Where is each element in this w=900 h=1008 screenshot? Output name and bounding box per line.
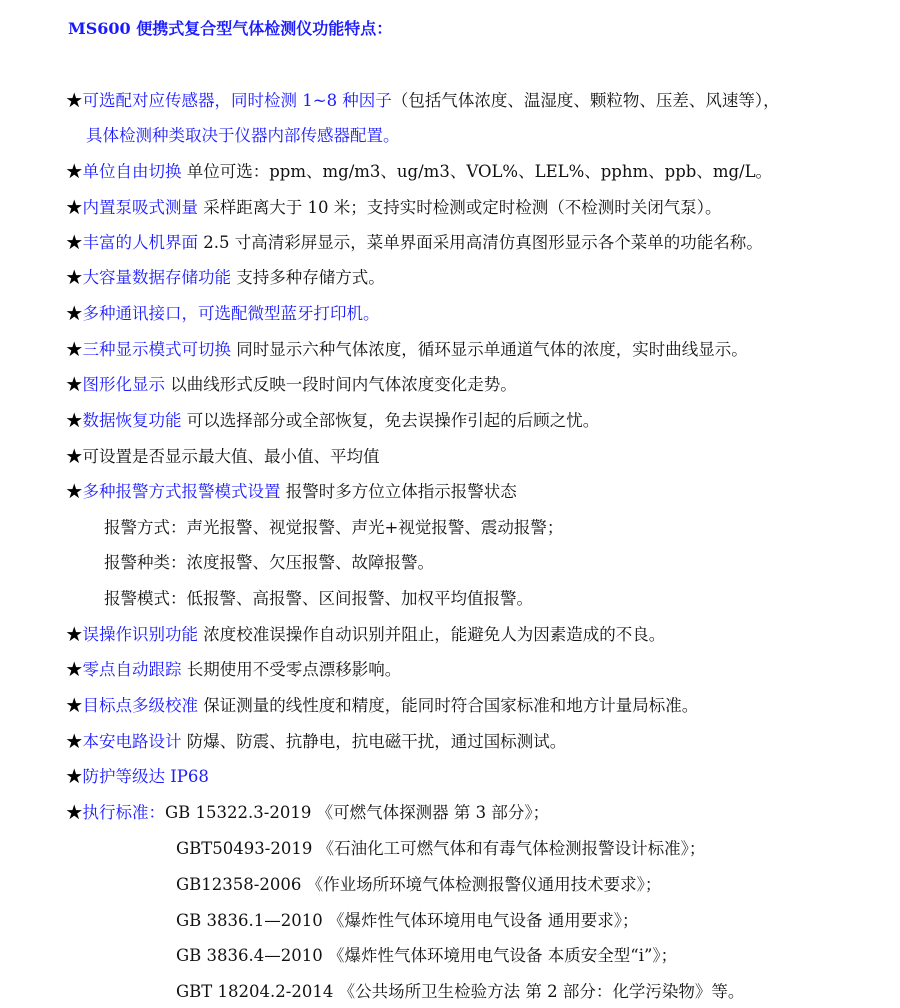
feature-highlight: 目标点多级校准 (82, 696, 198, 715)
feature-highlight: 数据恢复功能 (82, 411, 182, 430)
standard-text: GB 3836.1—2010 《爆炸性气体环境用电气设备 通用要求》； (176, 911, 639, 930)
feature-highlight: 图形化显示 (82, 375, 165, 394)
standard-item (176, 837, 705, 861)
feature-continuation (86, 124, 400, 148)
alarm-detail (104, 516, 563, 540)
feature-description: 可设置是否显示最大值、最小值、平均值 (82, 447, 380, 466)
star-icon: ★ (66, 767, 83, 786)
feature-item (66, 623, 665, 647)
feature-highlight: 误操作识别功能 (82, 625, 198, 644)
star-icon: ★ (66, 91, 83, 110)
feature-description: （包括气体浓度、温湿度、颗粒物、压差、风速等）， (391, 91, 780, 110)
star-icon: ★ (66, 411, 83, 430)
standard-text: GBT50493-2019 《石油化工可燃气体和有毒气体检测报警设计标准》； (176, 839, 706, 858)
page-title: MS600 便携式复合型气体检测仪功能特点： (68, 19, 393, 38)
feature-item (66, 801, 549, 825)
feature-highlight: 丰富的人机界面 (82, 233, 198, 252)
star-icon: ★ (66, 340, 83, 359)
feature-highlight: 多种通讯接口，可选配微型蓝牙打印机。 (82, 304, 380, 323)
star-icon: ★ (66, 162, 83, 181)
feature-highlight: 多种报警方式报警模式设置 (82, 482, 281, 501)
feature-highlight: 防护等级达 IP68 (82, 767, 209, 786)
alarm-detail-text: 报警种类：浓度报警、欠压报警、故障报警。 (104, 553, 434, 572)
feature-item (66, 658, 401, 682)
feature-highlight: 三种显示模式可切换 (82, 340, 231, 359)
feature-description: 浓度校准误操作自动识别并阻止，能避免人为因素造成的不良。 (198, 625, 666, 644)
star-icon: ★ (66, 803, 83, 822)
standard-item (176, 944, 677, 968)
feature-item (66, 480, 517, 504)
feature-description: 采样距离大于 10 米；支持实时检测或定时检测（不检测时关闭气泵）。 (198, 198, 722, 217)
alarm-detail-text: 报警模式：低报警、高报警、区间报警、加权平均值报警。 (104, 589, 533, 608)
feature-description: 支持多种存储方式。 (231, 268, 385, 287)
standard-text: GB12358-2006 《作业场所环境气体检测报警仪通用技术要求》； (176, 875, 662, 894)
feature-item (66, 765, 209, 789)
feature-item (66, 196, 721, 220)
standard-item (176, 909, 639, 933)
feature-highlight: 零点自动跟踪 (82, 660, 182, 679)
star-icon: ★ (66, 482, 83, 501)
alarm-detail (104, 587, 533, 611)
alarm-detail-text: 报警方式：声光报警、视觉报警、声光+视觉报警、震动报警； (104, 518, 564, 537)
feature-description: 同时显示六种气体浓度，循环显示单通道气体的浓度，实时曲线显示。 (231, 340, 748, 359)
standard-text: GB 3836.4—2010 《爆炸性气体环境用电气设备 本质安全型“i”》； (176, 946, 678, 965)
feature-description: 单位可选：ppm、mg/m3、ug/m3、VOL%、LEL%、pphm、ppb、mg/L。 (181, 162, 773, 181)
star-icon: ★ (66, 304, 83, 323)
standard-item (176, 980, 744, 1004)
star-icon: ★ (66, 696, 83, 715)
feature-item (66, 302, 380, 326)
feature-highlight: 内置泵吸式测量 (82, 198, 198, 217)
feature-item (66, 730, 566, 754)
feature-highlight: 本安电路设计 (82, 732, 182, 751)
star-icon: ★ (66, 732, 83, 751)
feature-highlight: 单位自由切换 (82, 162, 182, 181)
feature-item (66, 445, 380, 469)
alarm-detail (104, 551, 434, 575)
feature-item (66, 409, 599, 433)
star-icon: ★ (66, 625, 83, 644)
feature-description: 防爆、防震、抗静电，抗电磁干扰，通过国标测试。 (181, 732, 567, 751)
feature-description: 可以选择部分或全部恢复，免去误操作引起的后顾之忧。 (181, 411, 600, 430)
feature-description: 报警时多方位立体指示报警状态 (280, 482, 517, 501)
feature-highlight: 可选配对应传感器，同时检测 1~8 种因子 (82, 91, 392, 110)
feature-item (66, 89, 780, 113)
feature-highlight: 大容量数据存储功能 (82, 268, 231, 287)
star-icon: ★ (66, 447, 83, 466)
feature-description: 以曲线形式反映一段时间内气体浓度变化走势。 (165, 375, 517, 394)
feature-item (66, 694, 698, 718)
star-icon: ★ (66, 268, 83, 287)
standard-item (176, 873, 661, 897)
star-icon: ★ (66, 660, 83, 679)
feature-item (66, 338, 748, 362)
star-icon: ★ (66, 375, 83, 394)
feature-description: 长期使用不受零点漂移影响。 (181, 660, 402, 679)
feature-item (66, 373, 517, 397)
feature-item (66, 231, 763, 255)
feature-item (66, 266, 385, 290)
feature-highlight: 具体检测种类取决于仪器内部传感器配置。 (86, 126, 400, 145)
feature-item (66, 160, 772, 184)
star-icon: ★ (66, 233, 83, 252)
standard-text: GBT 18204.2-2014 《公共场所卫生检验方法 第 2 部分：化学污染物》等。 (176, 982, 745, 1001)
star-icon: ★ (66, 198, 83, 217)
feature-description: 保证测量的线性度和精度，能同时符合国家标准和地方计量局标准。 (198, 696, 699, 715)
feature-description: 2.5 寸高清彩屏显示，菜单界面采用高清仿真图形显示各个菜单的功能名称。 (198, 233, 763, 252)
feature-highlight: 执行标准： (82, 803, 165, 822)
feature-description: GB 15322.3-2019 《可燃气体探测器 第 3 部分》； (165, 803, 550, 822)
